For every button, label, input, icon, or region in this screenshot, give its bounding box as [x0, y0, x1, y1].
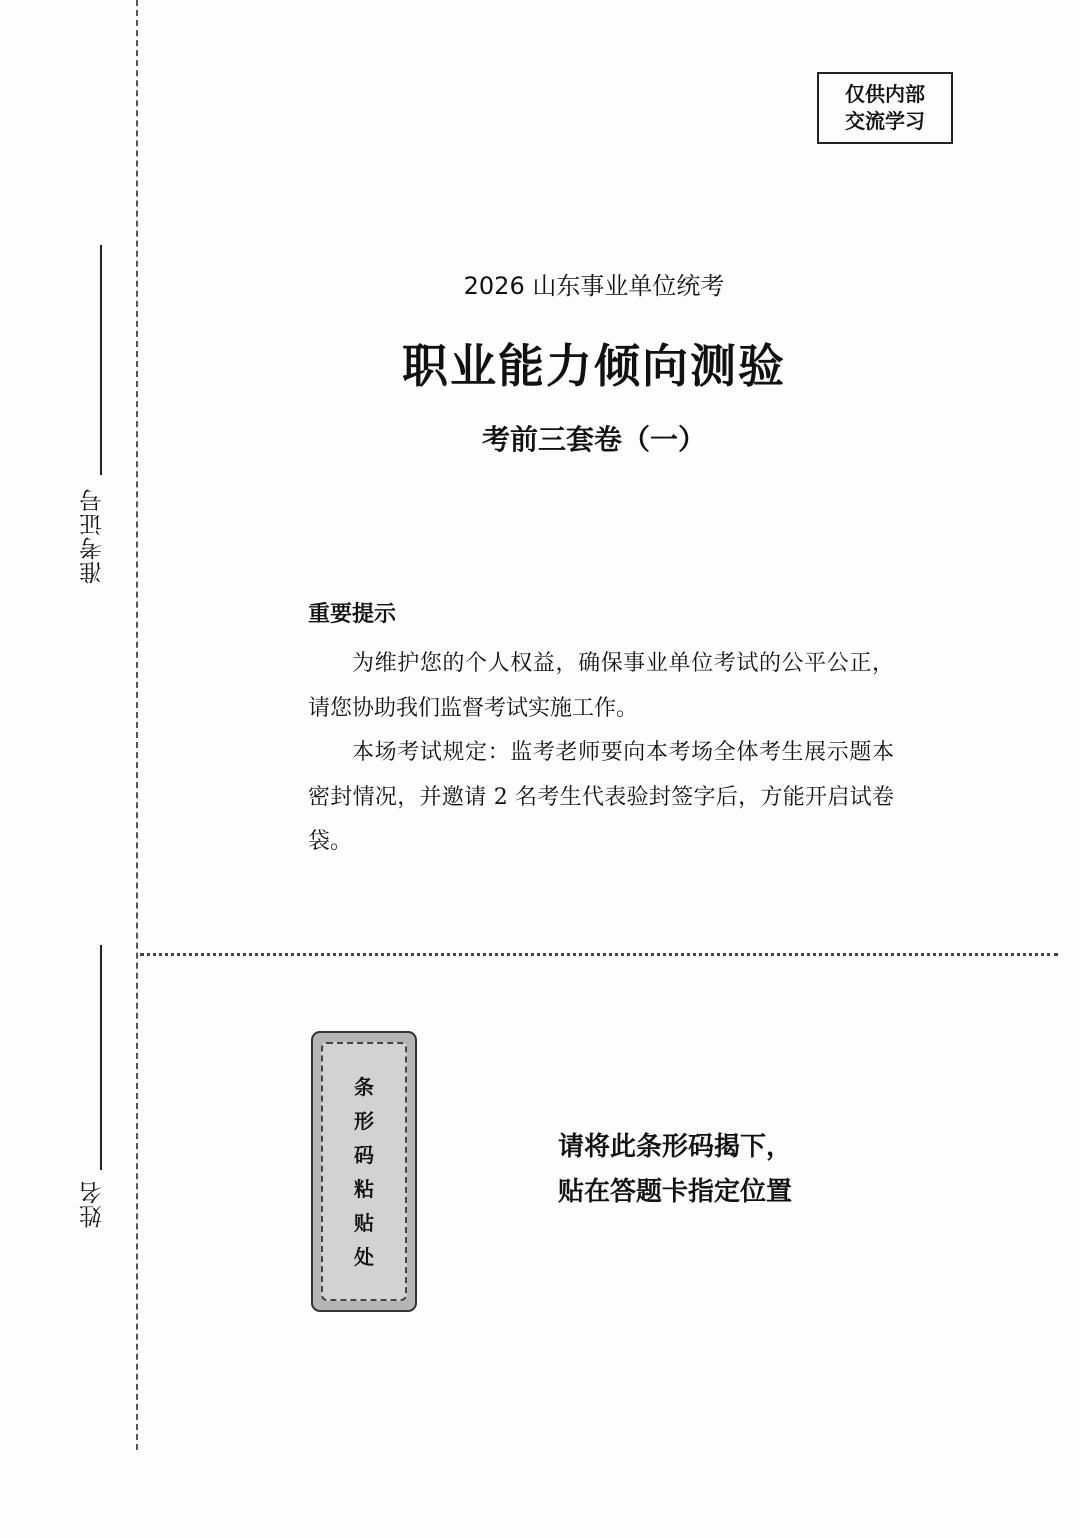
barcode-char: 粘	[354, 1176, 374, 1201]
binding-dashed-line	[136, 0, 138, 1450]
barcode-instruction-line-1: 请将此条形码揭下，	[558, 1132, 793, 1162]
notice-heading: 重要提示	[308, 602, 397, 627]
stamp-line-1: 仅供内部	[845, 82, 925, 106]
barcode-char: 处	[354, 1244, 374, 1269]
notice-paragraph-1: 为维护您的个人权益，确保事业单位考试的公平公正，请您协助我们监督考试实施工作。	[308, 651, 894, 721]
exam-id-label: 准考证号	[80, 488, 106, 584]
barcode-char: 形	[354, 1108, 374, 1133]
barcode-char: 码	[354, 1142, 374, 1167]
tear-off-dotted-line	[140, 953, 1058, 956]
barcode-sticker-inner	[321, 1042, 407, 1301]
page-title: 职业能力倾向测验	[402, 339, 786, 393]
paper-set-title: 考前三套卷（一）	[481, 423, 706, 456]
stamp-line-2: 交流学习	[845, 109, 925, 133]
notice-paragraph-2: 本场考试规定：监考老师要向本考场全体考生展示题本密封情况，并邀请 2 名考生代表验封签字后，方能开启试卷袋。	[308, 740, 894, 854]
barcode-instruction	[558, 1125, 792, 1215]
barcode-char: 贴	[354, 1210, 374, 1235]
notice-body	[308, 642, 894, 865]
internal-use-stamp	[817, 72, 953, 144]
barcode-char: 条	[354, 1074, 374, 1099]
name-label: 姓名	[80, 1180, 106, 1228]
barcode-sticker-area[interactable]	[311, 1031, 417, 1312]
barcode-instruction-line-2: 贴在答题卡指定位置	[558, 1177, 793, 1207]
name-write-line[interactable]	[100, 945, 102, 1170]
exam-subtitle: 2026 山东事业单位统考	[463, 272, 725, 300]
